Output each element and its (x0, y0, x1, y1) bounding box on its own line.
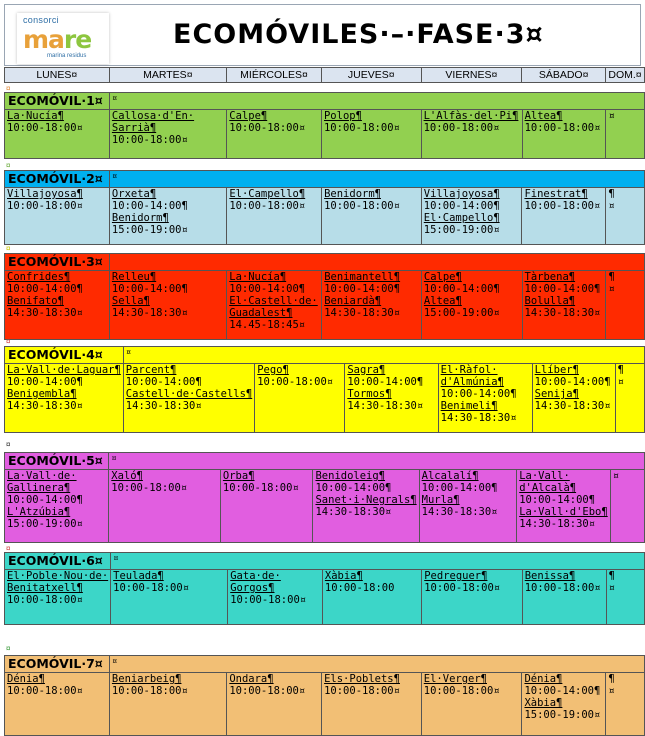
time-range: 10:00-18:00¤ (7, 685, 83, 697)
schedule-cell-3 (321, 110, 421, 159)
time-range: 10:00-14:00¶ (111, 283, 188, 295)
ecomovil-name: ECOMÓVIL·7¤ (5, 656, 110, 673)
schedule-cell-6 (606, 188, 645, 245)
town-name: Orxeta¶ (111, 188, 157, 200)
time-range: 10:00-14:00¶ (524, 685, 601, 697)
town-name: Benidorm¶ (111, 212, 169, 224)
town-name: L'Atzúbia¶ (7, 506, 71, 518)
schedule-cell-5 (517, 470, 611, 543)
schedule-cell-1 (111, 570, 228, 625)
schedule-cell-0 (5, 188, 110, 245)
time-range: 10:00-18:00¤ (230, 594, 307, 606)
time-range: 10:00-18:00¤ (323, 122, 400, 134)
time-range: 10:00-18:00¤ (111, 482, 188, 494)
document-header (4, 4, 641, 66)
town-name: Benidorm¶ (324, 188, 381, 200)
time-range: 10:00-18:00¤ (111, 685, 188, 697)
ecomovil-title-mark: ¤ (109, 171, 644, 188)
time-range: ¤ (608, 582, 615, 594)
block-separator-mark: ¤ (6, 84, 11, 93)
time-range: 14:30-18:30¤ (111, 307, 188, 319)
time-range: ¤ (608, 283, 615, 295)
town-name: El·Campello¶ (423, 212, 500, 224)
ecomovil-title-row (5, 93, 645, 110)
ecomovil-schedule-row (5, 364, 645, 433)
town-name: Alcalalí¶ (421, 470, 479, 482)
time-range: 10:00-14:00¶ (423, 283, 500, 295)
time-range: 15:00-19:00¤ (423, 224, 500, 236)
ecomovil-name: ECOMÓVIL·6¤ (5, 553, 111, 570)
town-name: Castell·de·Castells¶ (125, 388, 253, 400)
schedule-cell-4 (421, 110, 522, 159)
page-title: ECOMÓVILES·–·FASE·3¤ (173, 19, 544, 50)
ecomovil-title-row (5, 453, 645, 470)
time-range: 14:30-18:30¤ (440, 412, 517, 424)
town-name: Sella¶ (111, 295, 150, 307)
time-range: 10:00-18:00¤ (7, 594, 83, 606)
time-range: 15:00-19:00¤ (524, 709, 601, 721)
ecomovil-title-row (5, 553, 645, 570)
time-range: 14.45-18:45¤ (229, 319, 306, 331)
town-name: Pego¶ (257, 364, 289, 376)
time-range: 14:30-18:30¤ (421, 506, 498, 518)
town-name: Benissa¶ (524, 570, 576, 582)
town-name: d'Alcalà¶ (519, 482, 577, 494)
town-name: El·Ràfol· (440, 364, 498, 376)
schedule-cell-3 (322, 188, 422, 245)
ecomovil-title-mark: ¤ (109, 453, 645, 470)
weekday-2: MIÉRCOLES¤ (227, 68, 322, 83)
weekday-header-row (5, 68, 645, 83)
time-range: 10:00-18:00¤ (524, 200, 601, 212)
schedule-cell-3 (313, 470, 419, 543)
town-name: Villajoyosa¶ (7, 188, 83, 200)
time-range: 10:00-18:00 (324, 582, 395, 594)
block-separator-mark: ¤ (6, 244, 11, 253)
weekday-5: SÁBADO¤ (522, 68, 606, 83)
schedule-cell-2 (220, 470, 313, 543)
schedule-cell-6 (606, 570, 644, 625)
time-range: 10:00-18:00¤ (7, 200, 83, 212)
schedule-cell-5 (522, 570, 606, 625)
ecomovil-name: ECOMÓVIL·5¤ (5, 453, 109, 470)
schedule-cell-5 (522, 188, 606, 245)
town-name: Benidoleig¶ (315, 470, 386, 482)
town-name: Benitatxell¶ (7, 582, 83, 594)
weekday-3: JUEVES¤ (321, 68, 421, 83)
weekday-header-table (4, 67, 645, 83)
weekday-1: MARTES¤ (109, 68, 227, 83)
ecomovil-title-mark: ¤ (109, 656, 644, 673)
schedule-cell-2 (227, 110, 322, 159)
time-range: 10:00-14:00¶ (423, 200, 500, 212)
schedule-cell-1 (109, 470, 221, 543)
logo-wordmark-re: re (63, 25, 92, 54)
time-range: 15:00-19:00¤ (423, 307, 500, 319)
ecomovil-block-7 (4, 655, 645, 736)
ecomovil-schedule-row (5, 570, 645, 625)
schedule-cell-2 (227, 271, 322, 340)
time-range: 10:00-18:00¤ (324, 200, 400, 212)
schedule-cell-6 (606, 110, 645, 159)
town-name: Senija¶ (534, 388, 579, 400)
town-name: Polop¶ (323, 110, 362, 122)
time-range: 10:00-14:00¶ (421, 482, 498, 494)
schedule-cell-4 (421, 271, 522, 340)
town-name: Parcent¶ (125, 364, 177, 376)
schedule-cell-1 (109, 110, 226, 159)
schedule-cell-0 (5, 673, 110, 736)
town-name: Tormos¶ (347, 388, 392, 400)
town-name: Pedreguer¶ (424, 570, 488, 582)
town-name: Ondara¶ (229, 673, 274, 685)
town-name: Sagra¶ (347, 364, 386, 376)
time-range: ¶ (608, 673, 615, 685)
ecomovil-schedule-row (5, 188, 645, 245)
schedule-cell-4 (419, 470, 517, 543)
town-name: La·Vall·de·Laguar¶ (7, 364, 121, 376)
weekday-6: DOM.¤ (606, 68, 645, 83)
schedule-cell-6 (606, 271, 645, 340)
town-name: La·Vall· (519, 470, 570, 482)
block-separator-mark: ¤ (6, 644, 11, 653)
time-range: 10:00-18:00¤ (423, 122, 500, 134)
time-range: 10:00-18:00¤ (229, 200, 306, 212)
town-name: Benifato¶ (7, 295, 64, 307)
time-range: ¤ (612, 470, 620, 482)
ecomovil-name: ECOMÓVIL·3¤ (5, 254, 110, 271)
time-range: 10:00-14:00¶ (324, 283, 401, 295)
town-name: Sarrià¶ (111, 122, 157, 134)
ecomovil-title-row (5, 347, 645, 364)
time-range: ¶ (608, 271, 615, 283)
town-name: Teulada¶ (113, 570, 164, 582)
time-range: 10:00-18:00¤ (423, 685, 500, 697)
schedule-cell-4 (421, 673, 522, 736)
ecomovil-schedule-row (5, 271, 645, 340)
town-name: d'Almúnia¶ (440, 376, 504, 388)
schedule-cell-0 (5, 470, 109, 543)
ecomovil-title-row (5, 254, 645, 271)
time-range: ¤ (608, 200, 615, 212)
time-range: ¤ (617, 376, 624, 388)
time-range: ¶ (608, 188, 615, 200)
time-range: ¤ (608, 110, 615, 122)
time-range: 10:00-18:00¤ (222, 482, 299, 494)
time-range: 14:30-18:30¤ (347, 400, 424, 412)
ecomovil-schedule-row (5, 673, 645, 736)
ecomovil-block-2 (4, 170, 645, 245)
town-name: Calpe¶ (423, 271, 462, 283)
schedule-cell-0 (5, 110, 110, 159)
ecomovil-block-1 (4, 92, 645, 159)
ecomovil-schedule-row (5, 110, 645, 159)
ecomovil-title-row (5, 656, 645, 673)
town-name: Calpe¶ (229, 110, 268, 122)
block-separator-mark: ¤ (6, 440, 11, 449)
town-name: Confrides¶ (7, 271, 71, 283)
town-name: Xàbia¶ (324, 570, 363, 582)
town-name: Gata·de· (230, 570, 281, 582)
time-range: 10:00-18:00¤ (324, 685, 400, 697)
block-separator-mark: ¤ (6, 161, 11, 170)
town-name: Relleu¶ (111, 271, 157, 283)
time-range: 14:30-18:30¤ (524, 307, 601, 319)
schedule-cell-5 (522, 673, 606, 736)
town-name: Bolulla¶ (524, 295, 576, 307)
town-name: Murla¶ (421, 494, 460, 506)
town-name: Callosa·d'En· (111, 110, 195, 122)
schedule-cell-2 (228, 570, 323, 625)
town-name: Benimeli¶ (440, 400, 498, 412)
schedule-cell-6 (606, 673, 645, 736)
time-range: 10:00-18:00¤ (524, 122, 601, 134)
town-name: Benigembla¶ (7, 388, 77, 400)
town-name: Villajoyosa¶ (423, 188, 500, 200)
schedule-cell-6 (615, 364, 644, 433)
schedule-cell-4 (438, 364, 532, 433)
consorci-mare-logo (17, 13, 109, 64)
town-name: El·Poble·Nou·de· (7, 570, 109, 582)
schedule-cell-0 (5, 271, 110, 340)
time-range: 10:00-14:00¶ (229, 283, 306, 295)
ecomovil-block-4 (4, 346, 645, 433)
time-range: 10:00-14:00¶ (111, 200, 188, 212)
town-name: La·Vall·de· (7, 470, 77, 482)
time-range: 14:30-18:30¤ (519, 518, 596, 530)
schedule-cell-2 (227, 188, 322, 245)
town-name: Llíber¶ (534, 364, 579, 376)
schedule-cell-2 (227, 673, 322, 736)
time-range: 14:30-18:30¤ (324, 307, 401, 319)
town-name: Gorgos¶ (230, 582, 275, 594)
ecomovil-block-6 (4, 552, 645, 625)
logo-sub-text: marina residus (47, 53, 87, 59)
ecomovil-title-mark: ¤ (111, 553, 645, 570)
time-range: 14:30-18:30¤ (125, 400, 202, 412)
town-name: El·Campello¶ (229, 188, 306, 200)
town-name: Gallinera¶ (7, 482, 71, 494)
logo-wordmark-ma: ma (23, 25, 64, 54)
town-name: Beniardà¶ (324, 295, 382, 307)
town-name: Orba¶ (222, 470, 255, 482)
schedule-cell-0 (5, 570, 111, 625)
ecomovil-title-mark (109, 254, 644, 271)
block-separator-mark: ¤ (6, 337, 11, 346)
schedule-cell-3 (345, 364, 438, 433)
schedule-cell-4 (422, 570, 523, 625)
ecomovil-block-5 (4, 452, 645, 543)
time-range: 10:00-18:00¤ (111, 134, 188, 146)
schedule-cell-1 (123, 364, 254, 433)
town-name: El·Castell·de· (229, 295, 318, 307)
time-range: 10:00-14:00¶ (524, 283, 601, 295)
ecomovil-name: ECOMÓVIL·1¤ (5, 93, 110, 110)
town-name: La·Vall·d'Ebo¶ (519, 506, 608, 518)
time-range: ¤ (608, 685, 615, 697)
town-name: El·Verger¶ (423, 673, 487, 685)
town-name: Altea¶ (423, 295, 462, 307)
schedule-cell-2 (255, 364, 345, 433)
weekday-4: VIERNES¤ (421, 68, 522, 83)
time-range: 10:00-14:00¶ (7, 283, 83, 295)
town-name: Sanet·i·Negrals¶ (315, 494, 417, 506)
time-range: 10:00-14:00¶ (440, 388, 517, 400)
schedule-cell-3 (322, 673, 422, 736)
ecomovil-title-row (5, 171, 645, 188)
ecomovil-title-mark: ¤ (123, 347, 644, 364)
schedule-cell-4 (421, 188, 522, 245)
town-name: L'Alfàs·del·Pi¶ (423, 110, 519, 122)
town-name: Dénia¶ (524, 673, 563, 685)
time-range: 15:00-19:00¤ (111, 224, 188, 236)
time-range: 10:00-18:00¤ (7, 122, 83, 134)
town-name: La·Nucía¶ (7, 110, 64, 122)
schedule-cell-3 (322, 570, 421, 625)
time-range: 10:00-18:00¤ (257, 376, 334, 388)
town-name: Tàrbena¶ (524, 271, 576, 283)
logo-top-text: consorci (23, 15, 59, 25)
town-name: La·Nucía¶ (229, 271, 287, 283)
time-range: 10:00-14:00¶ (7, 376, 83, 388)
time-range: 10:00-14:00¶ (7, 494, 83, 506)
weekday-0: LUNES¤ (5, 68, 110, 83)
time-range: 10:00-18:00¤ (113, 582, 190, 594)
town-name: Xaló¶ (111, 470, 143, 482)
time-range: ¶ (608, 570, 615, 582)
town-name: Beniarbeig¶ (111, 673, 182, 685)
time-range: 10:00-18:00¤ (229, 122, 306, 134)
time-range: 10:00-18:00¤ (229, 685, 306, 697)
schedule-cell-6 (610, 470, 644, 543)
time-range: 10:00-14:00¶ (534, 376, 611, 388)
schedule-cell-5 (532, 364, 615, 433)
logo-wordmark (23, 25, 91, 54)
time-range: 14:30-18:30¤ (315, 506, 392, 518)
schedule-cell-5 (522, 110, 606, 159)
time-range: 10:00-18:00¤ (424, 582, 501, 594)
time-range: 10:00-14:00¶ (315, 482, 392, 494)
ecomovil-block-3 (4, 253, 645, 340)
time-range: 10:00-18:00¤ (524, 582, 601, 594)
time-range: 14:30-18:30¤ (7, 400, 83, 412)
block-separator-mark: ¤ (6, 544, 11, 553)
town-name: Finestrat¶ (524, 188, 588, 200)
town-name: Dénia¶ (7, 673, 45, 685)
town-name: Els·Poblets¶ (324, 673, 400, 685)
time-range: 14:30-18:30¤ (534, 400, 611, 412)
schedule-cell-1 (109, 673, 226, 736)
time-range: 10:00-14:00¶ (125, 376, 202, 388)
time-range: ¶ (617, 364, 624, 376)
time-range: 10:00-14:00¶ (347, 376, 424, 388)
time-range: 15:00-19:00¤ (7, 518, 83, 530)
schedule-cell-1 (109, 188, 226, 245)
schedule-cell-5 (522, 271, 606, 340)
ecomovil-title-mark: ¤ (109, 93, 644, 110)
ecomovil-name: ECOMÓVIL·2¤ (5, 171, 110, 188)
town-name: Xàbia¶ (524, 697, 563, 709)
town-name: Guadalest¶ (229, 307, 293, 319)
time-range: 14:30-18:30¤ (7, 307, 83, 319)
schedule-cell-1 (109, 271, 226, 340)
ecomovil-name: ECOMÓVIL·4¤ (5, 347, 124, 364)
town-name: Altea¶ (524, 110, 563, 122)
time-range: 10:00-14:00¶ (519, 494, 596, 506)
ecomovil-schedule-row (5, 470, 645, 543)
town-name: Benimantell¶ (324, 271, 401, 283)
schedule-cell-3 (322, 271, 422, 340)
schedule-cell-0 (5, 364, 124, 433)
